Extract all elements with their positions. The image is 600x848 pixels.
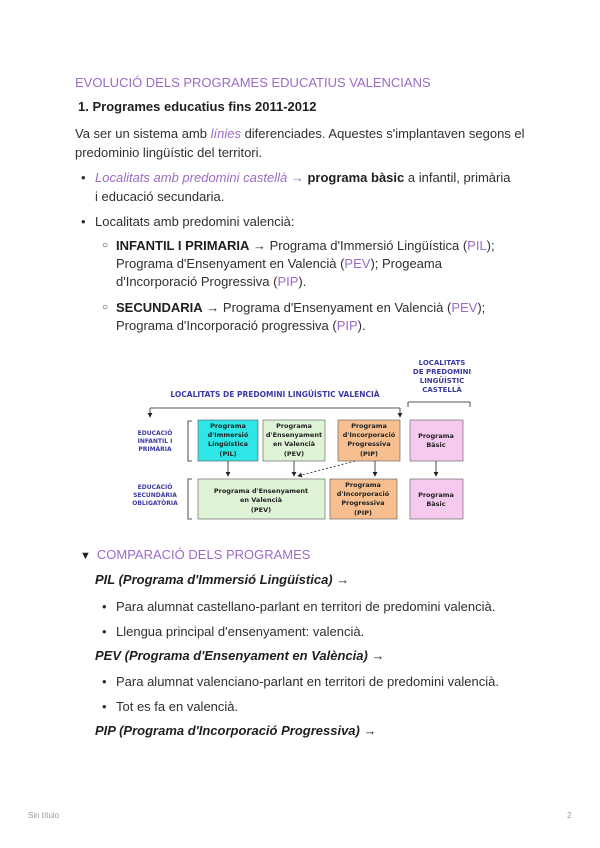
list-item	[102, 622, 536, 641]
box-basic-primary-line-1: Programa	[418, 432, 454, 440]
abbr-pev: PEV	[344, 256, 371, 271]
abbr-pil: PIL	[467, 238, 487, 253]
sub-text: ); Progeama d'Incorporació Progressiva (	[116, 256, 442, 289]
sub-item-secundaria	[102, 299, 516, 335]
castella-header-line-4: CASTELLÀ	[422, 386, 462, 394]
bullet-text: Localitats amb predomini valencià:	[95, 214, 295, 229]
box-pev-primary-line-2: d'Ensenyament	[265, 431, 323, 439]
box-pev-primary-line-4: (PEV)	[283, 450, 305, 458]
box-pil-line-1: Programa	[210, 422, 246, 430]
box-pil-line-4: (PIL)	[219, 450, 237, 458]
row1-label-line-3: PRIMÀRIA	[138, 446, 172, 453]
page-number: 2	[567, 811, 572, 820]
box-basic-primary-line-2: Bàsic	[426, 441, 446, 449]
castella-header-line-2: DE PREDOMINI	[412, 368, 472, 376]
box-pip-secondary-line-4: (PIP)	[354, 509, 372, 517]
abbr-pip: PIP	[277, 274, 299, 289]
box-pip-primary-line-1: Programa	[351, 422, 387, 430]
row2-label-line-3: OBLIGATÒRIA	[132, 500, 178, 507]
sub-text: ).	[357, 318, 366, 333]
bullet-bold: programa bàsic	[303, 170, 405, 185]
list-item	[102, 672, 536, 691]
intro-text-1: Va ser un sistema amb	[75, 126, 211, 141]
sub-text: ); Programa d'Ensenyament en Valencià (	[116, 238, 495, 271]
program-item-text: Llengua principal d'ensenyament: valencià.	[116, 624, 365, 639]
box-basic-secondary	[410, 479, 463, 519]
castella-header-line-1: LOCALITATS	[418, 359, 466, 367]
footer-title: Sin título	[28, 811, 60, 820]
sub-text: → Programa d'Ensenyament en Valencià (	[202, 300, 452, 315]
sub-bold: INFANTIL I PRIMARIA	[116, 238, 250, 253]
toggle-triangle-icon[interactable]: ▼	[80, 550, 91, 562]
program-title-pev: PEV (Programa d'Ensenyament en València) →	[95, 648, 385, 663]
page-heading: EVOLUCIÓ DELS PROGRAMES EDUCATIUS VALENCIANS	[75, 75, 431, 90]
sub-text: → Programa d'Immersió Lingüística (	[249, 238, 468, 253]
box-basic-secondary-line-2: Bàsic	[426, 500, 446, 508]
abbr-pip: PIP	[336, 318, 358, 333]
program-item-text: Para alumnat valenciano-parlant en territori de predomini valencià.	[116, 674, 499, 689]
program-item-text: Tot es fa en valencià.	[116, 699, 239, 714]
row2-label-line-1: EDUCACIÓ	[137, 484, 173, 491]
bullet-dot: •	[81, 214, 86, 229]
row2-label-line-2: SECUNDÀRIA	[133, 492, 177, 499]
box-pev-primary-line-3: en Valencià	[272, 440, 316, 448]
list-item-valencia	[81, 212, 515, 231]
arrow-pip-to-pev-dashed	[298, 461, 355, 476]
bullet-dot: •	[81, 170, 86, 185]
comparison-toggle[interactable]	[80, 547, 310, 562]
box-pip-secondary-line-2: d'Incorporació	[336, 490, 390, 498]
section-title-text: Programes educatius fins 2011-2012	[92, 99, 317, 114]
list-item	[102, 597, 536, 616]
circle-bullet: ○	[102, 302, 109, 313]
program-item-text: Para alumnat castellano-parlant en territori de predomini valencià.	[116, 599, 496, 614]
box-pip-primary-line-4: (PIP)	[360, 450, 378, 458]
box-pev-secondary-line-1: Programa d'Ensenyament	[213, 487, 309, 495]
program-title-pil: PIL (Programa d'Immersió Lingüística) →	[95, 572, 350, 587]
valencia-header: LOCALITATS DE PREDOMINI LINGÜÍSTIC VALENCIÀ	[170, 390, 380, 399]
row2-bracket	[188, 479, 192, 519]
program-title-pip: PIP (Programa d'Incorporació Progressiva) →	[95, 723, 377, 738]
bullet-dot: •	[102, 624, 107, 639]
lines-link[interactable]: línies	[210, 126, 241, 141]
circle-bullet: ○	[102, 240, 109, 251]
box-basic-secondary-line-1: Programa	[418, 491, 454, 499]
box-pil-line-2: d'Immersió	[207, 431, 249, 439]
box-pev-primary-line-1: Programa	[276, 422, 312, 430]
sub-item-infantil	[102, 237, 516, 291]
programs-diagram	[130, 355, 480, 525]
sub-text: ); Programa d'Incorporació progressiva (	[116, 300, 486, 333]
list-item-castella	[81, 168, 515, 206]
box-pev-secondary-line-2: en Valencià	[239, 496, 283, 504]
bullet-dot: •	[102, 699, 107, 714]
abbr-pev: PEV	[451, 300, 478, 315]
castella-header-line-3: LINGÜÍSTIC	[419, 377, 465, 385]
comparison-heading: COMPARACIÓ DELS PROGRAMES	[96, 547, 311, 562]
box-pip-secondary-line-3: Progressiva	[341, 499, 385, 507]
box-pev-secondary-line-3: (PEV)	[250, 506, 272, 514]
box-pip-primary-line-2: d'Incorporació	[342, 431, 396, 439]
row1-label-line-1: EDUCACIÓ	[137, 430, 173, 437]
box-pip-primary-line-3: Progressiva	[347, 440, 391, 448]
intro-paragraph	[75, 124, 525, 162]
sub-text: ).	[298, 274, 307, 289]
bullet-italic: Localitats amb predomini castellà →	[95, 170, 304, 185]
row1-label-line-2: INFANTIL I	[137, 438, 173, 445]
bullet-rest: a infantil, primària i educació secundaria.	[95, 170, 511, 204]
section-title	[78, 99, 316, 114]
section-number: 1.	[78, 99, 89, 114]
list-item	[102, 697, 536, 716]
intro-text-2: diferenciades. Aquestes s'implantaven segons el predominio lingüístic del territori.	[75, 126, 525, 160]
box-pil-line-3: Lingüística	[208, 440, 248, 448]
bullet-dot: •	[102, 674, 107, 689]
sub-bold: SECUNDARIA	[116, 300, 203, 315]
box-pip-secondary-line-1: Programa	[345, 481, 381, 489]
row1-bracket	[188, 421, 192, 461]
bullet-dot: •	[102, 599, 107, 614]
